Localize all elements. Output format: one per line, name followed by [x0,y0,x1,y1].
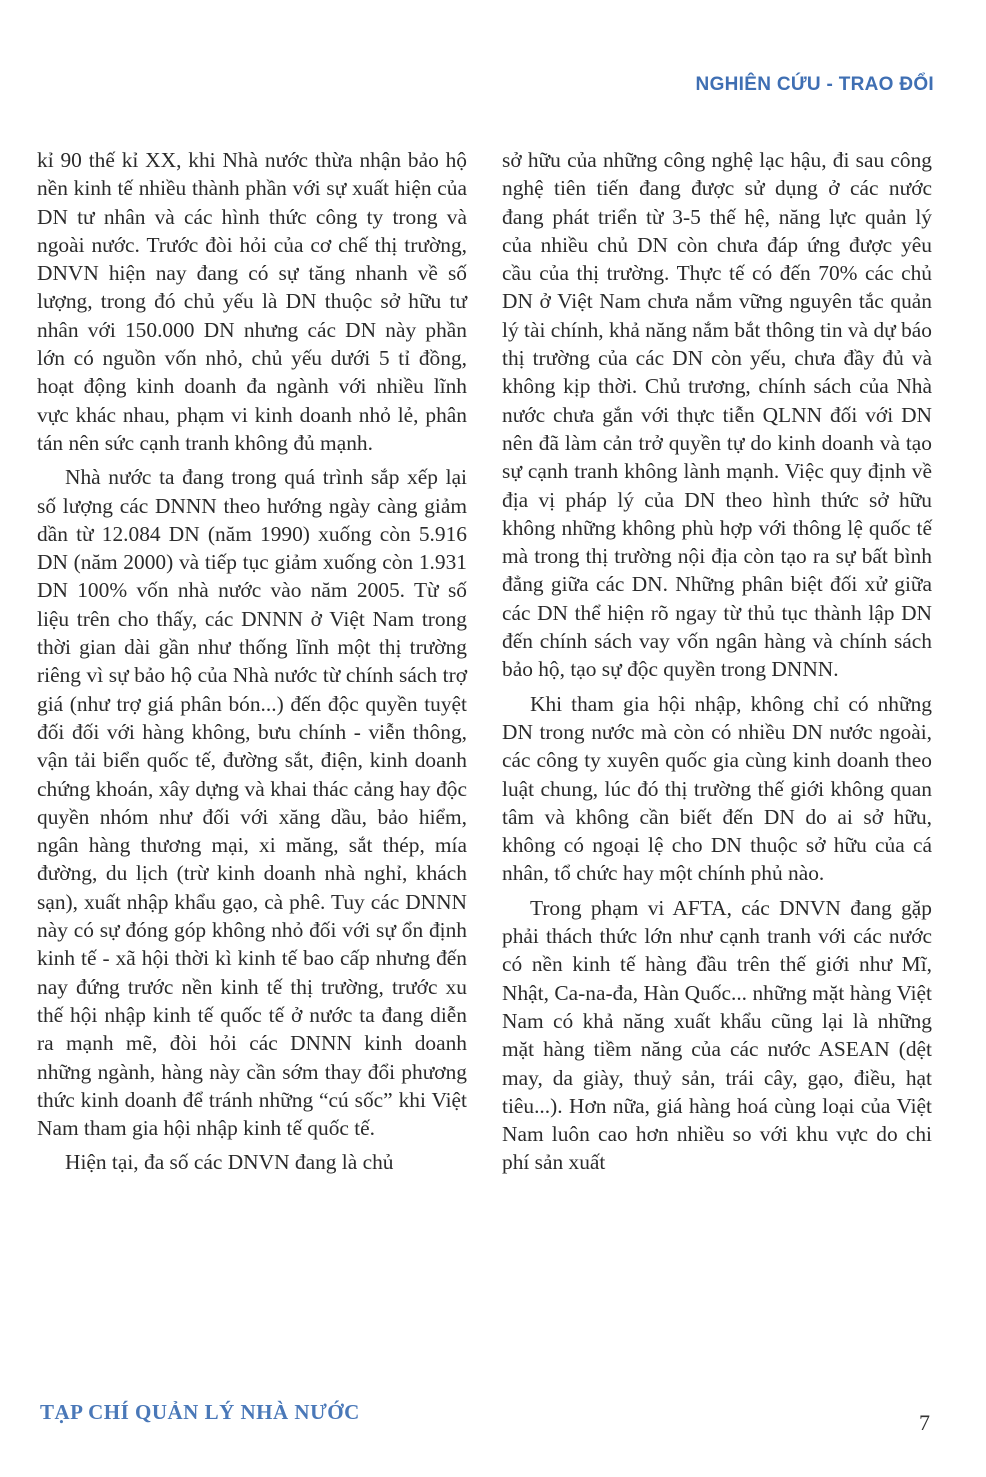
paragraph: Hiện tại, đa số các DNVN đang là chủ [65,1150,394,1175]
page-number: 7 [919,1410,930,1435]
paragraph: Khi tham gia hội nhập, không chỉ có những DN trong nước mà còn có nhiều DN nước ngoài, các công ty xuyên quốc gia cùng kinh doanh theo luật chung, lúc đó thị trường thế giới không quan tâm và không cần biết đến DN do ai sở hữu, không có ngoại lệ cho DN thuộc sở hữu của cá nhân, tổ chức hay một chính phủ nào. [502,691,932,886]
section-header: NGHIÊN CỨU - TRAO ĐỔI [695,74,934,95]
left-column [37,146,467,1183]
paragraph: kỉ 90 thế kỉ XX, khi Nhà nước thừa nhận bảo hộ nền kinh tế nhiều thành phần với sự xuất hiện của DN tư nhân và các hình thức công ty trong và ngoài nước. Trước đòi hỏi của cơ chế thị trường, DNVN hiện nay đang có sự tăng nhanh về số lượng, trong đó chủ yếu là DN thuộc sở hữu tư nhân với 150.000 DN nhưng các DN này phần lớn có nguồn vốn nhỏ, chủ yếu dưới 5 tỉ đồng, hoạt động kinh doanh đa ngành với nhiều lĩnh vực khác nhau, phạm vi kinh doanh nhỏ lẻ, phân tán nên sức cạnh tranh không đủ mạnh. [37,148,467,455]
paragraph: sở hữu của những công nghệ lạc hậu, đi sau công nghệ tiên tiến đang được sử dụng ở các nước đang phát triển từ 3-5 thế hệ, năng lực quản lý của nhiều chủ DN còn chưa đáp ứng được yêu cầu của thị trường. Thực tế có đến 70% các chủ DN ở Việt Nam chưa nắm vững nguyên tắc quản lý tài chính, khả năng nắm bắt thông tin và dự báo thị trường của các DN còn yếu, chưa đầy đủ và không kịp thời. Chủ trương, chính sách của Nhà nước chưa gắn với thực tiễn QLNN đối với DN nên đã làm cản trở quyền tự do kinh doanh và tạo sự cạnh tranh không lành mạnh. Việc quy định về địa vị pháp lý của DN theo hình thức sở hữu không những không phù hợp với thông lệ quốc tế mà trong thị trường nội địa còn tạo ra sự bất bình đẳng giữa các DN. Những phân biệt đối xử giữa các DN thể hiện rõ ngay từ thủ tục thành lập DN đến chính sách vay vốn ngân hàng và chính sách bảo hộ, tạo sự độc quyền trong DNNN. [502,148,932,682]
right-column [502,146,932,1183]
paragraph: Nhà nước ta đang trong quá trình sắp xếp lại số lượng các DNNN theo hướng ngày càng giảm dần từ 12.084 DN (năm 1990) xuống còn 5.916 DN (năm 2000) và tiếp tục giảm xuống còn 1.931 DN 100% vốn nhà nước vào năm 2005. Từ số liệu trên cho thấy, các DNNN ở Việt Nam trong thời gian dài gần như thống lĩnh một thị trường riêng vì sự bảo hộ của Nhà nước từ chính sách trợ giá (như trợ giá phân bón...) đến độc quyền tuyệt đối đối với hàng không, bưu chính - viễn thông, vận tải biển quốc tế, đường sắt, điện, kinh doanh chứng khoán, xây dựng và khai thác cảng hay độc quyền nhóm như đối với xăng dầu, bảo hiểm, ngân hàng thương mại, xi măng, sắt thép, mía đường, du lịch (trừ kinh doanh nhà nghỉ, khách sạn), xuất nhập khẩu gạo, cà phê. Tuy các DNNN này có sự đóng góp không nhỏ đối với sự ổn định kinh tế - xã hội thời kì kinh tế bao cấp nhưng đến nay đứng trước nền kinh tế thị trường, trước xu thế hội nhập kinh tế quốc tế ở nước ta đang diễn ra mạnh mẽ, đòi hỏi các DNNN kinh doanh những ngành, hàng này cần sớm thay đổi phương thức kinh doanh để tránh những “cú sốc” khi Việt Nam tham gia hội nhập kinh tế quốc tế. [37,465,467,1141]
journal-name: TẠP CHÍ QUẢN LÝ NHÀ NƯỚC [40,1400,360,1424]
paragraph: Trong phạm vi AFTA, các DNVN đang gặp phải thách thức lớn như cạnh tranh với các nước có nền kinh tế hàng đầu trên thế giới như Mĩ, Nhật, Ca-na-đa, Hàn Quốc... những mặt hàng Việt Nam có khả năng xuất khẩu cũng lại là những mặt hàng tiềm năng của các nước ASEAN (dệt may, da giày, thuỷ sản, trái cây, gạo, điều, hạt tiêu...). Hơn nữa, giá hàng hoá cùng loại của Việt Nam luôn cao hơn nhiều so với khu vực do chi phí sản xuất [502,895,932,1175]
